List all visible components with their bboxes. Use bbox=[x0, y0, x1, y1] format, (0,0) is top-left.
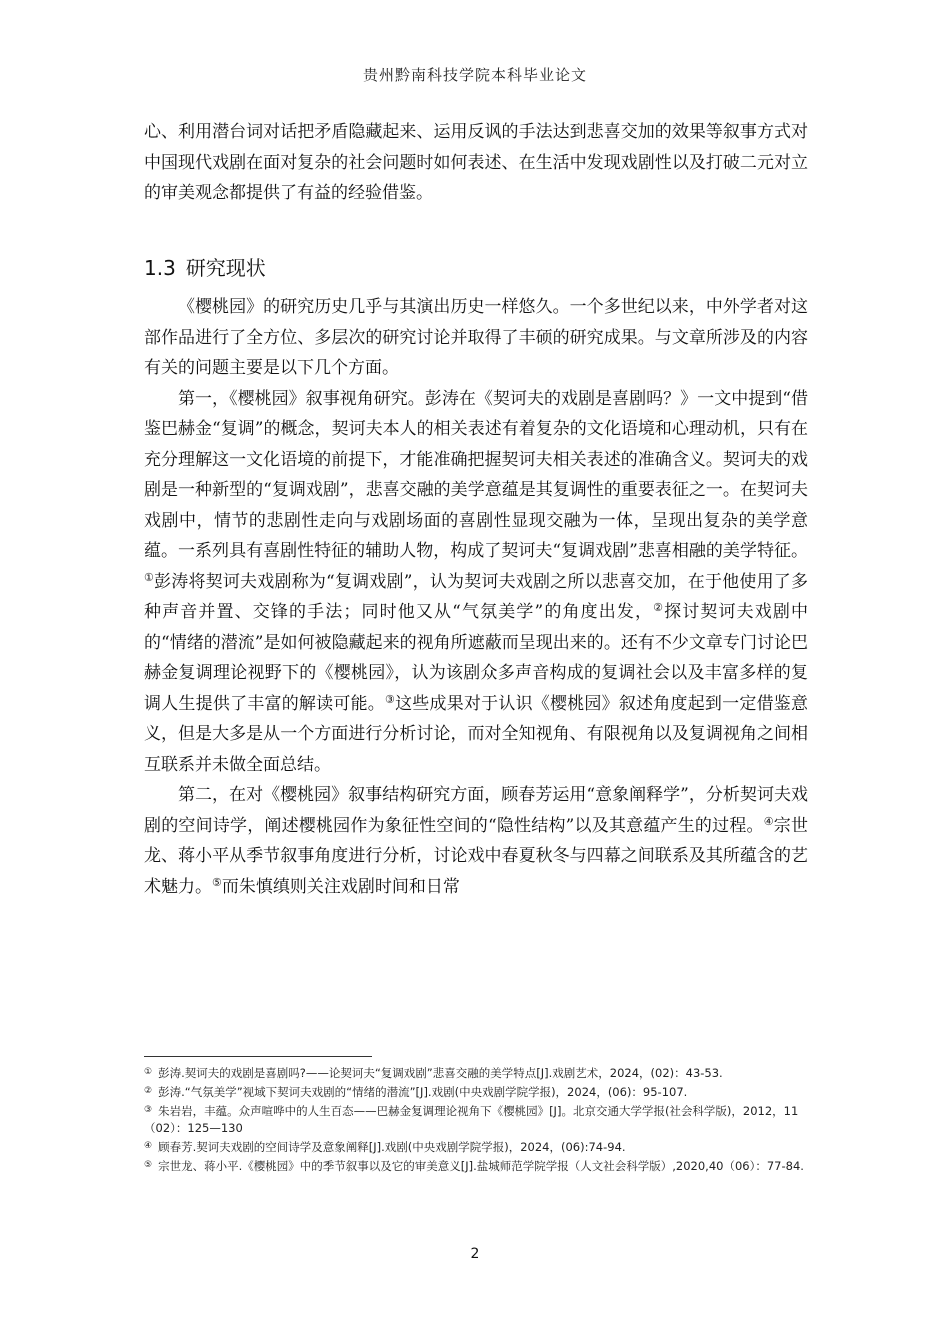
footnote-text: 朱岩岩，丰蕴。众声喧哗中的人生百态——巴赫金复调理论视角下《樱桃园》[J]。北京交通大学学报(社会科学版)，2012，11（02）：125—130 bbox=[144, 1104, 799, 1135]
p3-text-a: 第二，在对《樱桃园》叙事结构研究方面，顾春芳运用“意象阐释学”，分析契诃夫戏剧的空间诗学，阐述樱桃园作为象征性空间的“隐性结构”以及其意蕴产生的过程。 bbox=[144, 785, 808, 836]
footnote-mark: ③ bbox=[144, 1105, 153, 1115]
paragraph-narrative-perspective bbox=[144, 384, 808, 781]
section-title: 研究现状 bbox=[185, 256, 266, 280]
footnote-ref-5[interactable]: ⑤ bbox=[212, 875, 222, 889]
footnote-1 bbox=[144, 1064, 808, 1082]
footnote-ref-1[interactable]: ① bbox=[144, 570, 155, 584]
footnote-5 bbox=[144, 1157, 808, 1175]
footnote-divider bbox=[144, 1056, 372, 1057]
footnote-text: 彭涛.“气氛美学”视域下契诃夫戏剧的“情绪的潜流”[J].戏剧(中央戏剧学院学报)，2024，(06)：95-107. bbox=[158, 1085, 688, 1099]
section-number: 1.3 bbox=[144, 256, 176, 280]
footnote-4 bbox=[144, 1138, 808, 1156]
footnote-3 bbox=[144, 1102, 808, 1137]
footnote-ref-3[interactable]: ③ bbox=[385, 692, 396, 706]
footnote-text: 顾春芳.契诃夫戏剧的空间诗学及意象阐释[J].戏剧(中央戏剧学院学报)，2024，(06):74-94. bbox=[158, 1140, 626, 1154]
p2-text-c: 探讨契诃夫戏剧中的“情绪的潜流”是如何被隐藏起来的视角所遮蔽而呈现出来的。还有不少文章专门讨论巴赫金复调理论视野下的《樱桃园》，认为该剧众多声音构成的复调社会以及丰富多样的复调人生提供了丰富的解读可能。 bbox=[144, 602, 808, 714]
section-heading bbox=[144, 252, 266, 281]
footnote-ref-2[interactable]: ② bbox=[653, 601, 665, 614]
p2-text-a: 第一，《樱桃园》叙事视角研究。彭涛在《契诃夫的戏剧是喜剧吗？》一文中提到“借鉴巴赫金“复调”的概念，契诃夫本人的相关表述有着复杂的文化语境和心理动机，只有在充分理解这一文化语境的前提下，才能准确把握契诃夫相关表述的准确含义。契诃夫的戏剧是一种新型的“复调戏剧”，悲喜交融的美学意蕴是其复调性的重要表征之一。在契诃夫戏剧中，情节的悲剧性走向与戏剧场面的喜剧性显现交融为一体，呈现出复杂的美学意蕴。一系列具有喜剧性特征的辅助人物，构成了契诃夫“复调戏剧”悲喜相融的美学特征。 bbox=[144, 388, 808, 561]
p2-text-d: 这些成果对于认识《樱桃园》叙述角度起到一定借鉴意义，但是大多是从一个方面进行分析讨论，而对全知视角、有限视角以及复调视角之间相互联系并未做全面总结。 bbox=[144, 693, 808, 775]
paragraph-intro: 《樱桃园》的研究历史几乎与其演出历史一样悠久。一个多世纪以来，中外学者对这部作品进行了全方位、多层次的研究讨论并取得了丰硕的研究成果。与文章所涉及的内容有关的问题主要是以下几个方面。 bbox=[144, 297, 808, 378]
main-body bbox=[144, 292, 808, 902]
p3-text-c: 而朱慎缜则关注戏剧时间和日常 bbox=[221, 876, 460, 897]
footnote-mark: ⑤ bbox=[144, 1160, 153, 1170]
continuation-text: 心、利用潜台词对话把矛盾隐藏起来、运用反讽的手法达到悲喜交加的效果等叙事方式对中国现代戏剧在面对复杂的社会问题时如何表述、在生活中发现戏剧性以及打破二元对立的审美观念都提供了有益的经验借鉴。 bbox=[144, 122, 808, 203]
footnote-text: 彭涛.契诃夫的戏剧是喜剧吗?——论契诃夫“复调戏剧”悲喜交融的美学特点[J].戏剧艺术，2024，(02)：43-53. bbox=[158, 1066, 723, 1080]
footnote-ref-4[interactable]: ④ bbox=[763, 814, 774, 828]
p3-text-b: 宗世龙、蒋小平从季节叙事角度进行分析，讨论戏中春夏秋冬与四幕之间联系及其所蕴含的艺术魅力。 bbox=[144, 815, 808, 897]
footnote-2 bbox=[144, 1083, 808, 1101]
footnote-mark: ① bbox=[144, 1067, 153, 1077]
continuation-paragraph bbox=[144, 117, 808, 209]
footnote-mark: ② bbox=[144, 1086, 153, 1096]
paragraph-narrative-structure bbox=[144, 780, 808, 902]
page-number: 2 bbox=[470, 1246, 480, 1262]
footnote-text: 宗世龙、蒋小平.《樱桃园》中的季节叙事以及它的审美意义[J].盐城师范学院学报（人文社会科学版）,2020,40（06）：77-84. bbox=[158, 1159, 804, 1173]
footnote-mark: ④ bbox=[144, 1141, 153, 1151]
p2-text-b: 彭涛将契诃夫戏剧称为“复调戏剧”，认为契诃夫戏剧之所以悲喜交加，在于他使用了多种声音并置、交锋的手法；同时他又从“气氛美学”的角度出发， bbox=[144, 571, 808, 622]
footnotes bbox=[144, 1064, 808, 1176]
page-header: 贵州黔南科技学院本科毕业论文 bbox=[362, 66, 587, 84]
